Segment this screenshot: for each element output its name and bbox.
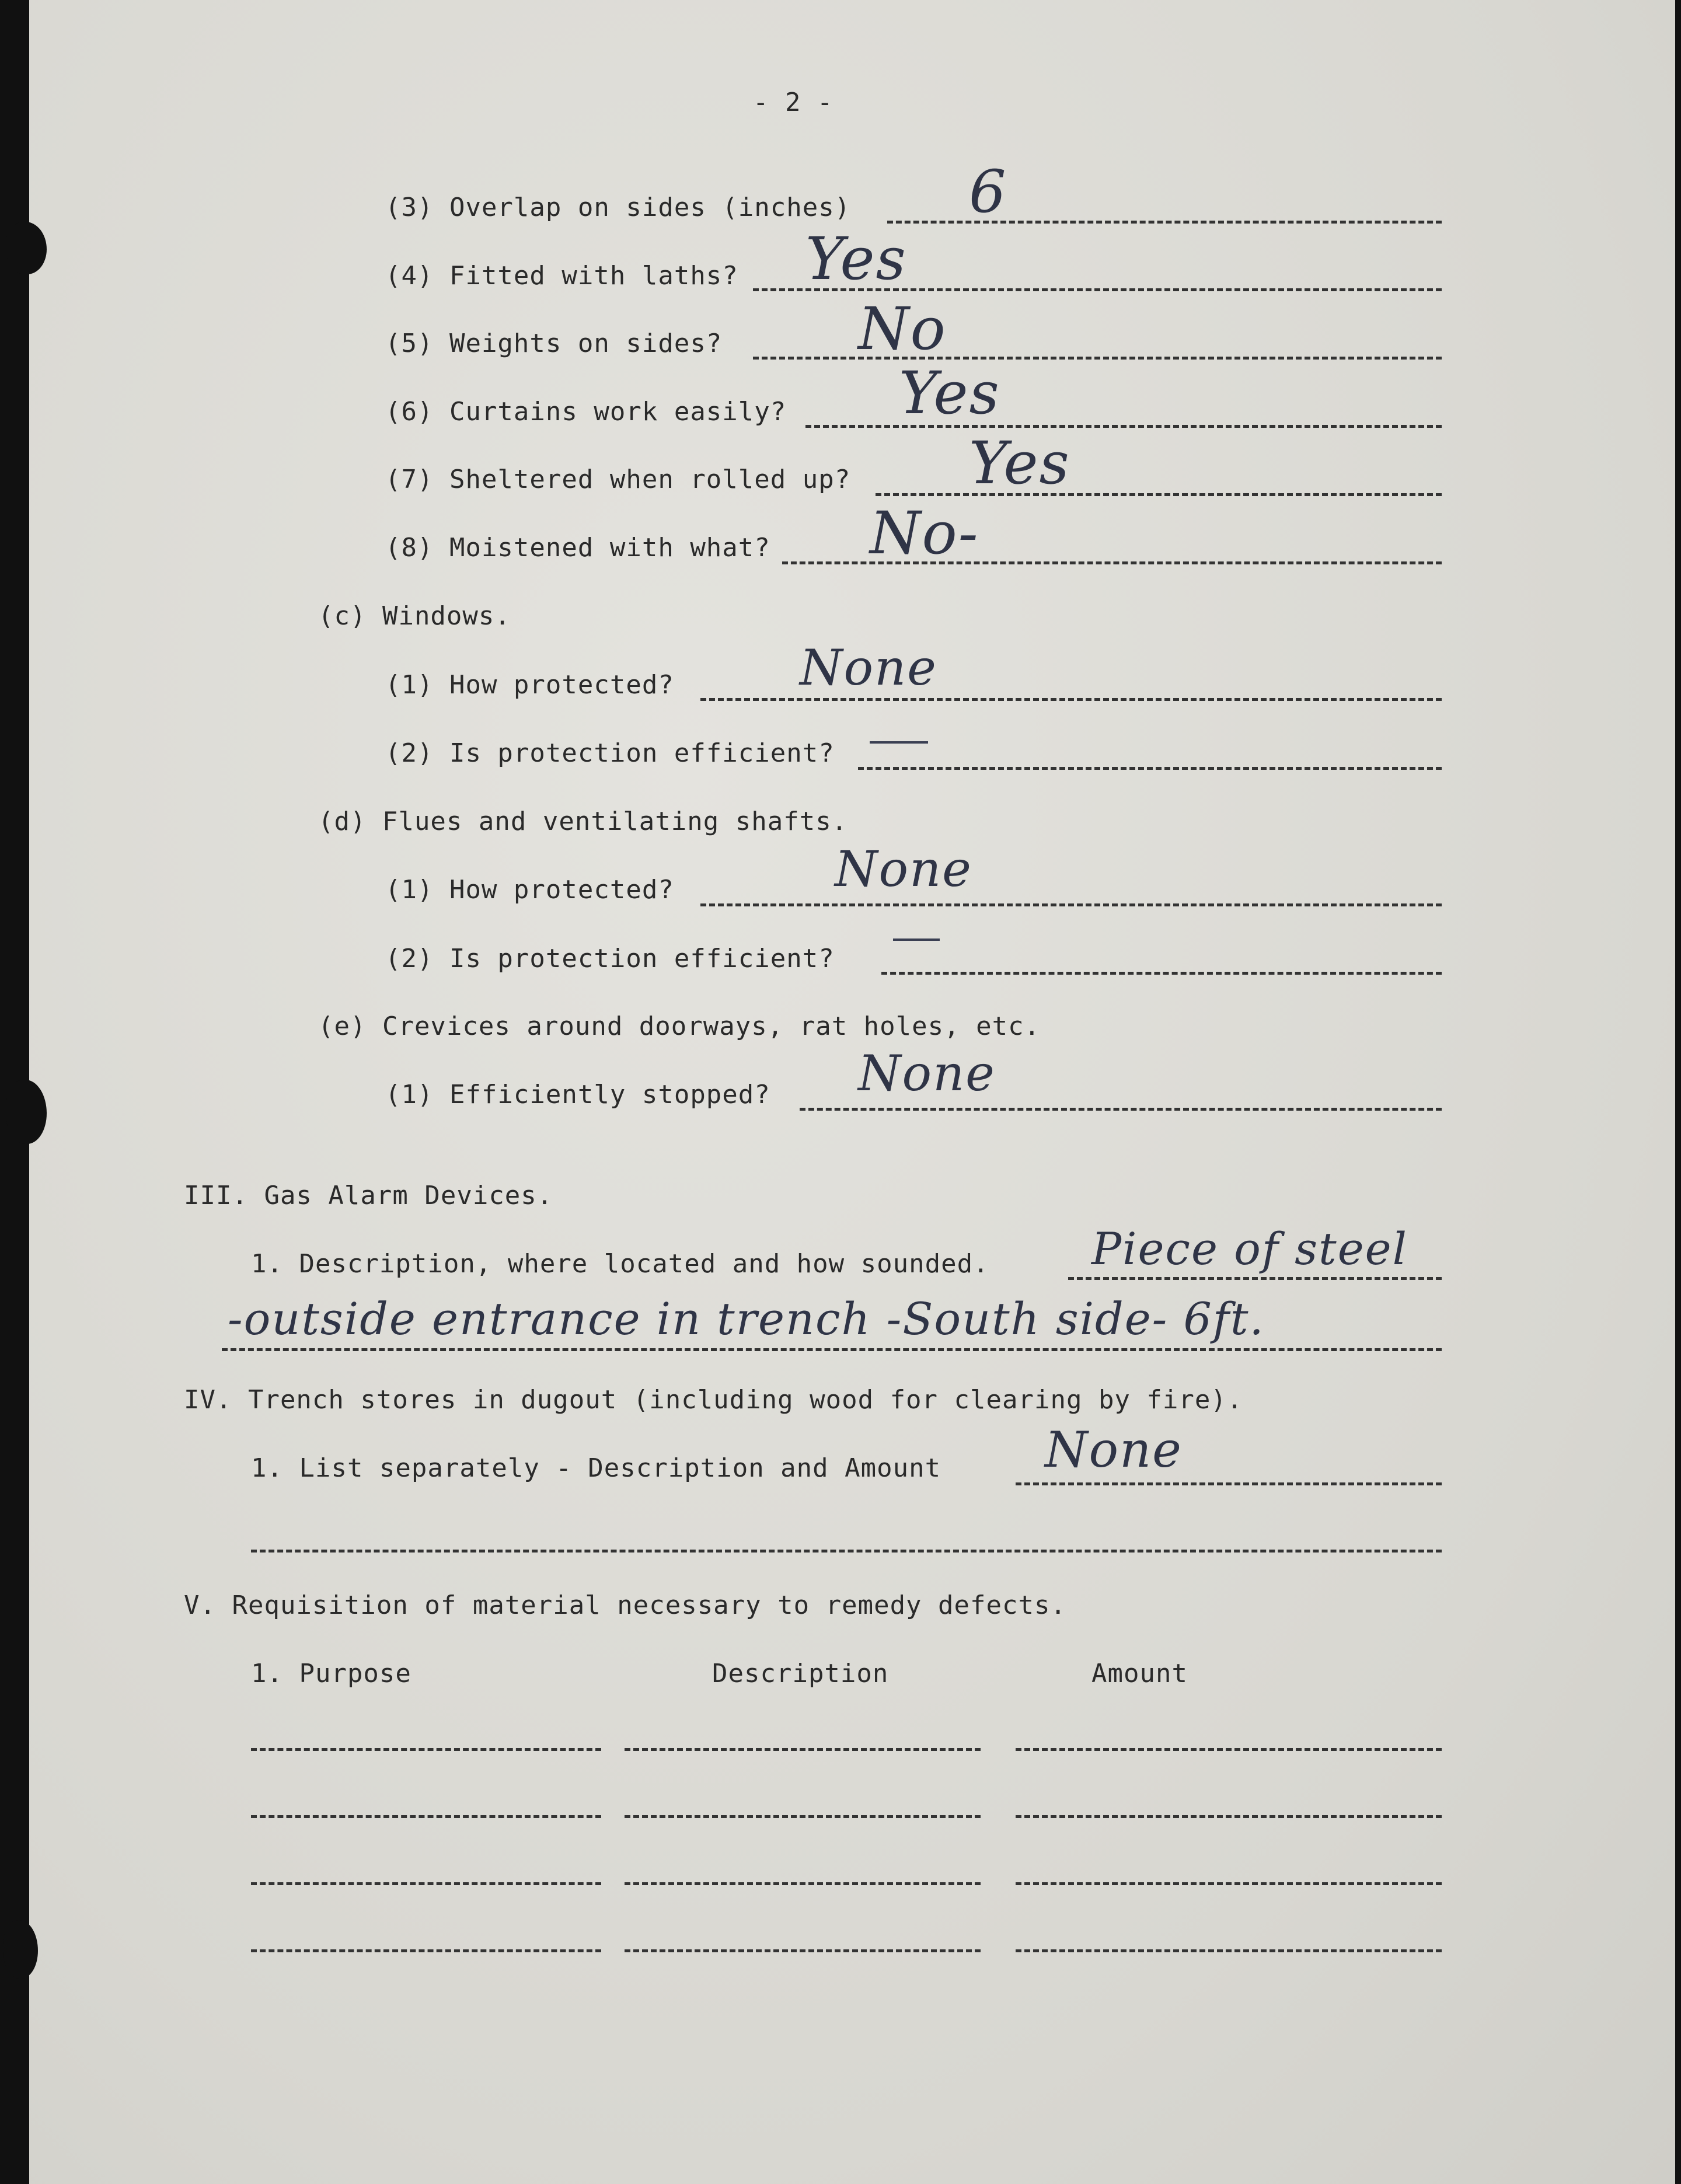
- flues-q2-line: [881, 972, 1442, 975]
- item-6-answer: Yes: [899, 359, 1000, 427]
- purpose-line-1: [251, 1748, 601, 1751]
- crevices-q1-label: (1) Efficiently stopped?: [385, 1080, 770, 1110]
- amount-line-2: [1016, 1815, 1442, 1818]
- item-4-answer: Yes: [805, 225, 907, 293]
- section-4-line-2: [251, 1550, 1442, 1552]
- item-4-label: (4) Fitted with laths?: [385, 261, 738, 291]
- windows-q2-line: [858, 767, 1442, 770]
- section-3-answer-line-1: Piece of steel: [1091, 1223, 1408, 1275]
- description-line-2: [625, 1815, 981, 1818]
- purpose-line-4: [251, 1949, 601, 1952]
- purpose-line-2: [251, 1815, 601, 1818]
- section-4-line-1: [1016, 1482, 1442, 1485]
- punch-hole-top: [6, 222, 47, 274]
- item-3-answer: 6: [969, 158, 1007, 226]
- description-line-4: [625, 1949, 981, 1952]
- item-5-label: (5) Weights on sides?: [385, 329, 723, 358]
- item-5-answer: No: [858, 295, 947, 363]
- description-line-3: [625, 1882, 981, 1885]
- flues-q1-answer: None: [835, 840, 972, 898]
- item-3-label: (3) Overlap on sides (inches): [385, 193, 851, 222]
- item-7-line: [876, 493, 1442, 496]
- section-3-q1-label: 1. Description, where located and how sounded.: [251, 1249, 989, 1279]
- flues-heading: (d) Flues and ventilating shafts.: [318, 807, 848, 836]
- crevices-heading: (e) Crevices around doorways, rat holes, etc.: [318, 1011, 1041, 1041]
- crevices-q1-line: [800, 1108, 1442, 1111]
- flues-q2-label: (2) Is protection efficient?: [385, 944, 835, 974]
- description-line-1: [625, 1748, 981, 1751]
- crevices-q1-answer: None: [858, 1045, 996, 1102]
- section-4-heading: IV. Trench stores in dugout (including wood for clearing by fire).: [184, 1385, 1243, 1415]
- windows-q2-label: (2) Is protection efficient?: [385, 738, 835, 768]
- section-3-heading: III. Gas Alarm Devices.: [184, 1181, 553, 1210]
- flues-q1-line: [700, 903, 1442, 906]
- windows-q1-label: (1) How protected?: [385, 670, 674, 700]
- item-6-label: (6) Curtains work easily?: [385, 397, 787, 427]
- purpose-line-3: [251, 1882, 601, 1885]
- punch-hole-middle: [6, 1080, 47, 1144]
- section-5-col-amount: Amount: [1091, 1659, 1188, 1688]
- item-8-answer: No-: [870, 499, 979, 567]
- section-3-line-1: [1068, 1277, 1442, 1280]
- windows-q1-line: [700, 698, 1442, 701]
- section-4-answer: None: [1045, 1421, 1183, 1478]
- page-number: - 2 -: [753, 88, 833, 117]
- section-3-line-2: [222, 1348, 1442, 1351]
- item-7-answer: Yes: [969, 429, 1070, 497]
- item-5-line: [753, 357, 1442, 360]
- flues-q1-label: (1) How protected?: [385, 875, 674, 905]
- amount-line-3: [1016, 1882, 1442, 1885]
- punch-hole-bottom: [3, 1920, 38, 1979]
- section-5-col-description: Description: [712, 1659, 889, 1688]
- section-4-q1-label: 1. List separately - Description and Amount: [251, 1453, 941, 1483]
- windows-heading: (c) Windows.: [318, 601, 511, 631]
- amount-line-4: [1016, 1949, 1442, 1952]
- windows-q2-answer-dash: [870, 741, 928, 744]
- flues-q2-answer-dash: [893, 939, 940, 941]
- section-5-heading: V. Requisition of material necessary to remedy defects.: [184, 1590, 1066, 1620]
- section-3-answer-line-2: -outside entrance in trench -South side- 6ft.: [228, 1293, 1265, 1345]
- windows-q1-answer: None: [800, 639, 937, 696]
- item-8-label: (8) Moistened with what?: [385, 533, 770, 563]
- amount-line-1: [1016, 1748, 1442, 1751]
- paper-sheet: [29, 0, 1675, 2184]
- section-5-col-purpose: 1. Purpose: [251, 1659, 411, 1688]
- item-7-label: (7) Sheltered when rolled up?: [385, 465, 851, 494]
